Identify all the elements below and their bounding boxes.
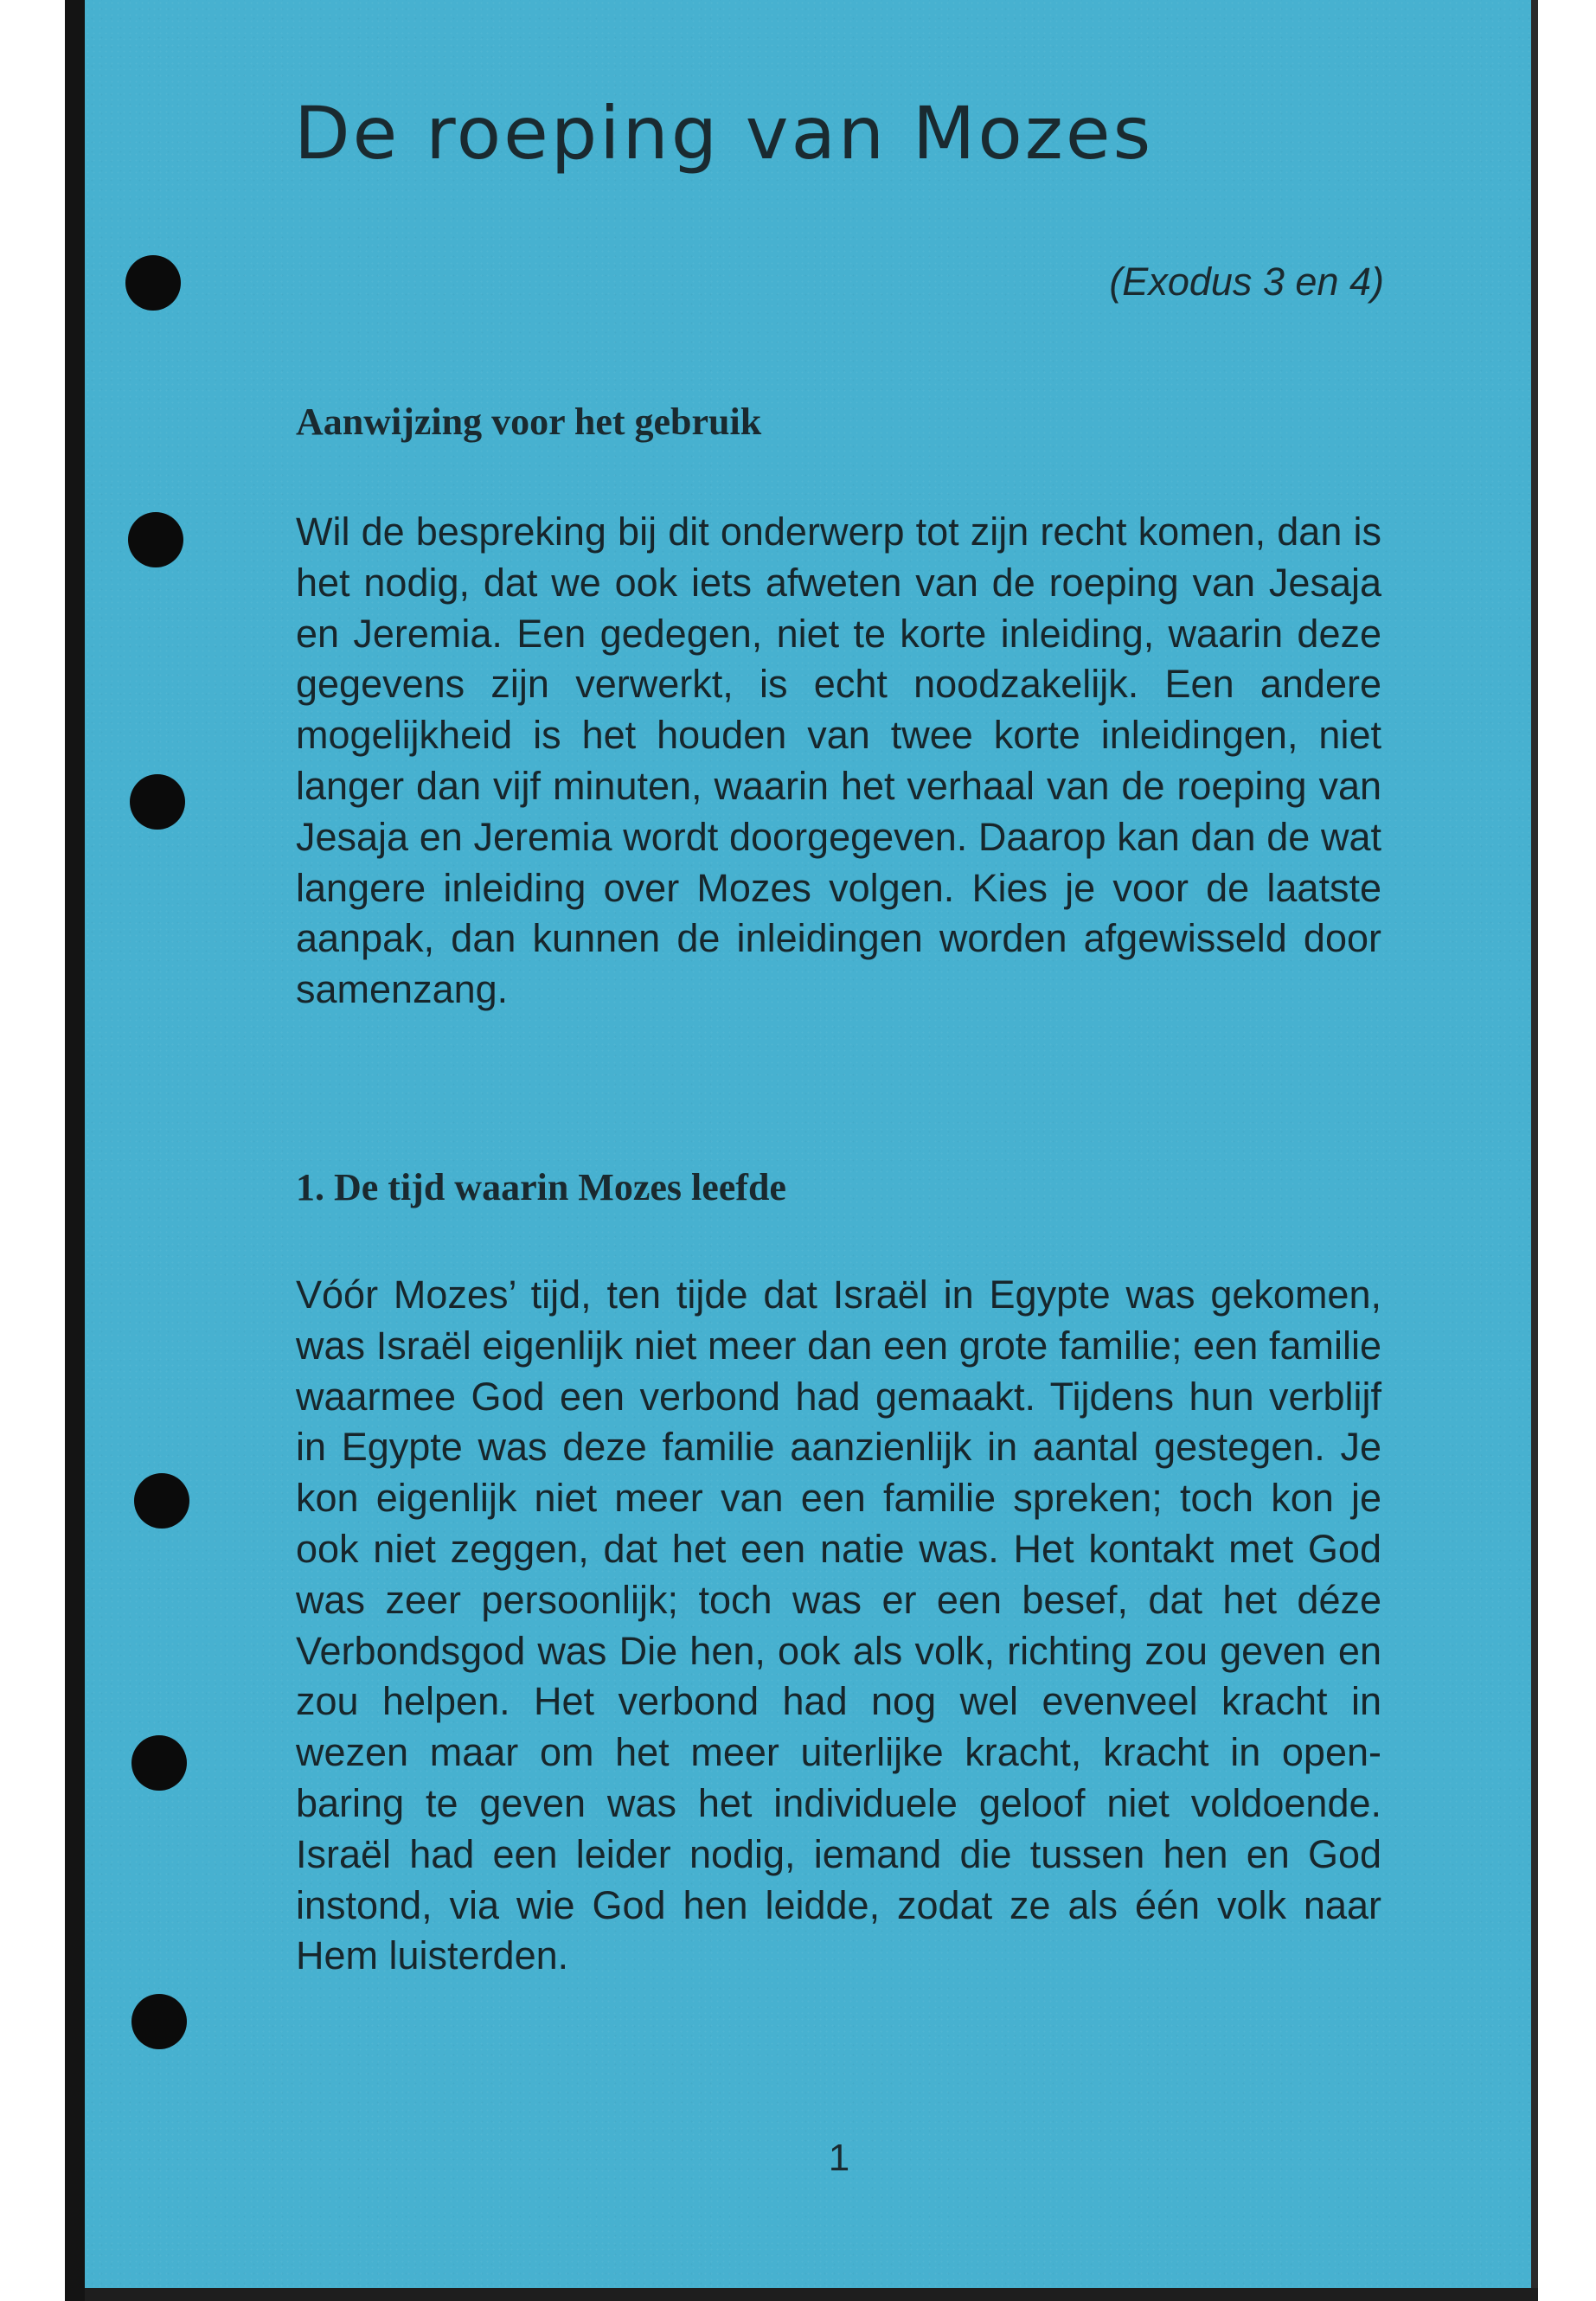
bible-reference: (Exodus 3 en 4): [1109, 260, 1384, 304]
section-1-paragraph: Vóór Mozes’ tijd, ten tijde dat Israël in Egypte was gekomen, was Israël eigenlijk niet meer dan een grote familie; een familie waarmee God een verbond had gemaakt. Tijdens hun verblijf in Egypte was deze familie aanzienlijk in aantal gestegen. Je kon eigenlijk niet meer van een familie spreken; toch kon je ook niet zeggen, dat het een natie was. Het kontakt met God was zeer persoonlijk; toch was er een besef, dat het déze Verbondsgod was Die hen, ook als volk, richting zou geven en zou helpen. Het verbond had nog wel evenveel kracht in wezen maar om het meer uiterlijke kracht, kracht in openbaring te geven was het individuele geloof niet voldoende. Israël had een leider nodig, iemand die tussen hen en God instond, via wie God hen leidde, zodat ze als één volk naar Hem luisterden.: [296, 1272, 1381, 1978]
punch-hole: [134, 1473, 189, 1529]
page-bottom-edge: [85, 2288, 1538, 2301]
page-title: De roeping van Mozes: [294, 91, 1154, 176]
punch-hole: [131, 1735, 187, 1791]
punch-hole: [131, 1994, 187, 2049]
instructions-paragraph: Wil de bespreking bij dit onderwerp tot zijn recht komen, dan is het nodig, dat we ook iets afweten van de roeping van Jesaja en Jeremia. Een gedegen, niet te korte inleiding, waarin deze gegevens zijn verwerkt, is echt noodzakelijk. Een andere mogelijkheid is het houden van twee korte inleidingen, niet langer dan vijf minuten, waarin het verhaal van de roeping van Jesaja en Jeremia wordt doorgegeven. Daarop kan dan de wat langere inleiding over Mozes volgen. Kies je voor de laatste aanpak, dan kunnen de inleidingen worden afgewisseld door samenzang.: [296, 510, 1381, 1012]
instructions-heading: Aanwijzing voor het gebruik: [296, 401, 762, 443]
punch-hole: [128, 512, 183, 567]
page-number: 1: [828, 2137, 850, 2179]
page-right-edge: [1531, 0, 1538, 2301]
punch-hole: [125, 255, 181, 311]
section-1-heading: 1. De tijd waarin Mozes leefde: [296, 1166, 786, 1208]
punch-hole: [130, 774, 185, 830]
